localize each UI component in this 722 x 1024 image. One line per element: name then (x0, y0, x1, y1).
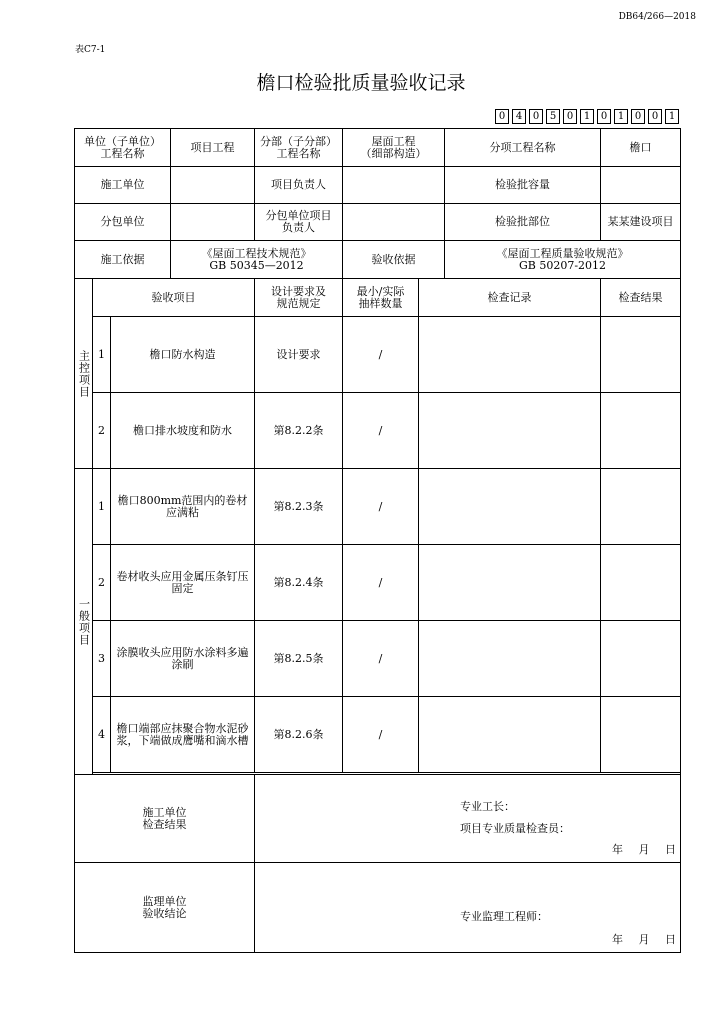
table-row (75, 317, 681, 393)
unit-name-label: 单位（子单位） 工程名称 (75, 129, 171, 167)
row-record[interactable] (419, 469, 601, 545)
supervisor-result-area[interactable] (255, 863, 681, 953)
sub-pm-label: 分包单位项目 负责人 (255, 204, 343, 241)
code-digit: 4 (512, 109, 526, 124)
row-result[interactable] (601, 697, 681, 773)
row-no: 2 (93, 393, 111, 469)
col-design-header: 设计要求及 规范规定 (255, 279, 343, 317)
col-item-header: 验收项目 (93, 279, 255, 317)
division-name-value[interactable]: 屋面工程 （细部构造） (343, 129, 445, 167)
row-no: 2 (93, 545, 111, 621)
capacity-label: 检验批容量 (445, 167, 601, 204)
table-row (75, 697, 681, 773)
supervisor-engineer-label: 专业监理工程师： (460, 910, 549, 923)
code-digit: 1 (665, 109, 679, 124)
row-result[interactable] (601, 393, 681, 469)
row-item: 檐口800mm范围内的卷材应满粘 (111, 469, 255, 545)
basis-value[interactable]: 《屋面工程技术规范》 GB 50345—2012 (171, 241, 343, 279)
date-label: 年 月 日 (612, 933, 677, 946)
row-result[interactable] (601, 317, 681, 393)
col-result-header: 检查结果 (601, 279, 681, 317)
col-sample-header: 最小/实际 抽样数量 (343, 279, 419, 317)
record-table (74, 128, 681, 953)
code-digit: 0 (563, 109, 577, 124)
table-row (75, 393, 681, 469)
row-record[interactable] (419, 393, 601, 469)
row-design: 第8.2.4条 (255, 545, 343, 621)
row-item: 檐口端部应抹聚合物水泥砂浆，下端做成鹰嘴和滴水槽 (111, 697, 255, 773)
col-record-header: 检查记录 (419, 279, 601, 317)
foreman-label: 专业工长： (460, 800, 516, 813)
row-design: 设计要求 (255, 317, 343, 393)
sub-pm-value[interactable] (343, 204, 445, 241)
row-no: 1 (93, 317, 111, 393)
part-value[interactable]: 某某建设项目 (601, 204, 681, 241)
code-digit: 0 (495, 109, 509, 124)
acceptance-value[interactable]: 《屋面工程质量验收规范》 GB 50207-2012 (445, 241, 681, 279)
row-item: 檐口排水坡度和防水 (111, 393, 255, 469)
row-record[interactable] (419, 317, 601, 393)
table-number: 表C7-1 (75, 45, 106, 55)
pm-value[interactable] (343, 167, 445, 204)
subitem-name-label: 分项工程名称 (445, 129, 601, 167)
code-digit: 0 (648, 109, 662, 124)
constructor-label: 施工单位 (75, 167, 171, 204)
table-row (75, 469, 681, 545)
row-item: 卷材收头应用金属压条钉压固定 (111, 545, 255, 621)
pm-label: 项目负责人 (255, 167, 343, 204)
row-no: 4 (93, 697, 111, 773)
row-result[interactable] (601, 545, 681, 621)
row-record[interactable] (419, 545, 601, 621)
row-result[interactable] (601, 621, 681, 697)
row-sample[interactable]: / (343, 621, 419, 697)
constructor-result-area[interactable] (255, 775, 681, 863)
row-design: 第8.2.5条 (255, 621, 343, 697)
row-record[interactable] (419, 621, 601, 697)
division-name-label: 分部（子分部） 工程名称 (255, 129, 343, 167)
basis-label: 施工依据 (75, 241, 171, 279)
row-no: 3 (93, 621, 111, 697)
code-digit: 5 (546, 109, 560, 124)
row-sample[interactable]: / (343, 317, 419, 393)
constructor-result-label: 施工单位 检查结果 (75, 775, 255, 863)
standard-number: DB64/266—2018 (618, 12, 696, 22)
row-sample[interactable]: / (343, 393, 419, 469)
code-digit: 0 (631, 109, 645, 124)
row-sample[interactable]: / (343, 469, 419, 545)
row-design: 第8.2.6条 (255, 697, 343, 773)
code-digit: 0 (529, 109, 543, 124)
row-item: 涂膜收头应用防水涂料多遍涂刷 (111, 621, 255, 697)
code-digit: 1 (580, 109, 594, 124)
unit-name-value[interactable]: 项目工程 (171, 129, 255, 167)
table-row (75, 545, 681, 621)
date-label: 年 月 日 (612, 843, 677, 856)
subcontractor-value[interactable] (171, 204, 255, 241)
subcontractor-label: 分包单位 (75, 204, 171, 241)
row-sample[interactable]: / (343, 545, 419, 621)
acceptance-label: 验收依据 (343, 241, 445, 279)
row-design: 第8.2.2条 (255, 393, 343, 469)
code-digit: 1 (614, 109, 628, 124)
inspector-label: 项目专业质量检查员： (460, 822, 571, 835)
row-record[interactable] (419, 697, 601, 773)
supervisor-result-label: 监理单位 验收结论 (75, 863, 255, 953)
row-design: 第8.2.3条 (255, 469, 343, 545)
capacity-value[interactable] (601, 167, 681, 204)
row-no: 1 (93, 469, 111, 545)
code-boxes (492, 109, 679, 124)
main-control-label: 主控项目 (75, 279, 93, 469)
page-title: 檐口检验批质量验收记录 (256, 72, 466, 94)
row-result[interactable] (601, 469, 681, 545)
subitem-name-value[interactable]: 檐口 (601, 129, 681, 167)
table-row (75, 621, 681, 697)
code-digit: 0 (597, 109, 611, 124)
row-item: 檐口防水构造 (111, 317, 255, 393)
constructor-value[interactable] (171, 167, 255, 204)
general-label: 一般项目 (75, 469, 93, 775)
row-sample[interactable]: / (343, 697, 419, 773)
part-label: 检验批部位 (445, 204, 601, 241)
